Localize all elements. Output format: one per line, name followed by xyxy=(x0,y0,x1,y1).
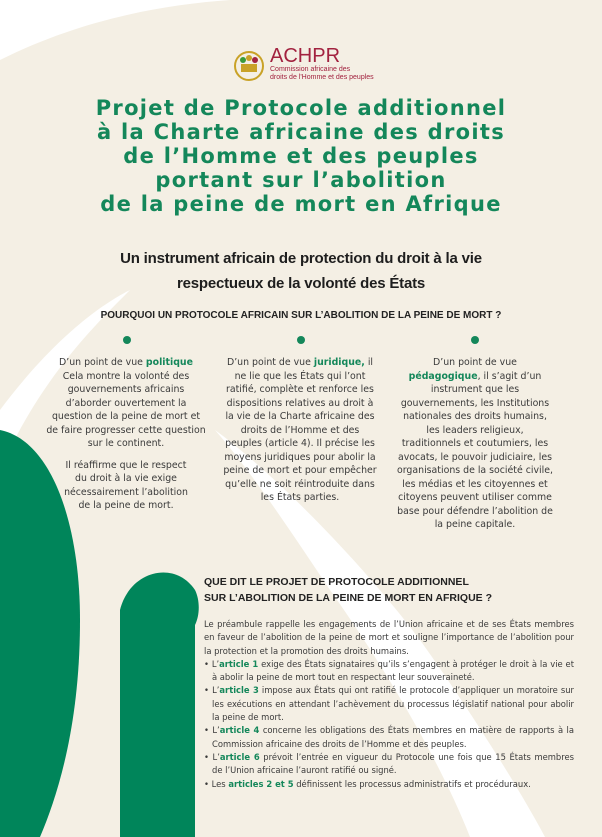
list-item: • L’article 3 impose aux États qui ont ratifié le protocole d’appliquer un moratoire sur les exécutions en attendant l’achèvement du processus législatif national pour abolir la peine de mort. xyxy=(204,685,574,723)
item-text: concerne les obligations des États membres en matière de rapports à la Commission africaine des droits de l’Homme et des peuples. xyxy=(212,725,574,749)
logo-subtitle-1: Commission africaine des xyxy=(270,66,351,73)
bullet-dot xyxy=(123,336,131,344)
section1-heading: POURQUOI UN PROTOCOLE AFRICAIN SUR L’ABOLITION DE LA PEINE DE MORT ? xyxy=(100,310,502,321)
articles-list xyxy=(204,658,574,791)
column-prefix: D’un point de vue xyxy=(433,357,517,368)
title-line: portant sur l’abolition xyxy=(155,168,447,192)
column-keyword: juridique, xyxy=(313,357,365,368)
subtitle-line: respectueux de la volonté des États xyxy=(176,275,426,292)
section2-heading xyxy=(204,574,492,606)
logo-acronym: ACHPR xyxy=(270,45,341,67)
item-text: définissent les processus administratifs et procéduraux. xyxy=(293,778,531,789)
item-keyword: article 3 xyxy=(219,685,259,696)
title-line: de l’Homme et des peuples xyxy=(123,144,479,168)
list-item: • L’article 1 exige des États signataires qu’ils s’engagent à protéger le droit à la vie et à abolir la peine de mort tout en respectant leur souveraineté. xyxy=(204,658,574,683)
column-prefix: D’un point de vue xyxy=(59,357,146,368)
item-pre: L’ xyxy=(212,725,220,736)
heading-line: SUR L’ABOLITION DE LA PEINE DE MORT EN AFRIQUE ? xyxy=(204,592,492,604)
list-item: • L’article 4 concerne les obligations des États membres en matière de rapports à la Commission africaine des droits de l’Homme et des peuples. xyxy=(204,725,574,749)
column-keyword: pédagogique xyxy=(408,370,478,382)
item-text: impose aux États qui ont ratifié le protocole d’appliquer un moratoire sur les exécutions en attendant l’achèvement du processus législatif national pour abolir la peine de mort. xyxy=(212,685,574,723)
page-title xyxy=(40,96,562,216)
item-keyword: article 6 xyxy=(219,751,260,762)
logo-subtitle-2: droits de l'Homme et des peuples xyxy=(270,74,374,81)
list-item: • L’article 6 prévoit l’entrée en vigueur du Protocole une fois que 15 États membres de l’Union africaine l’auront ratifié ou signé. xyxy=(204,751,575,776)
column-text: Cela montre la volonté des gouvernements africains d’aborder ouvertement la question de la peine de mort et de faire progresser cette question sur le continent. xyxy=(46,370,206,449)
column-politique xyxy=(46,356,206,521)
title-line: à la Charte africaine des droits xyxy=(96,120,506,144)
green-shape-circle xyxy=(120,573,199,837)
achpr-emblem-icon xyxy=(232,44,266,84)
item-pre: Les xyxy=(211,778,229,789)
preamble-text: Le préambule rappelle les engagements de l’Union africaine et de ses États membres en faveur de l’abolition de la peine de mort et souligne l’importance de l’abolition pour la protection et la promotion des droits humains. xyxy=(204,619,574,656)
item-pre: L’ xyxy=(212,685,220,696)
list-item: • Les articles 2 et 5 définissent les processus administratifs et procéduraux. xyxy=(204,778,531,789)
title-line: Projet de Protocole additionnel xyxy=(95,96,507,120)
white-swoosh-top xyxy=(0,0,230,60)
heading-line: QUE DIT LE PROJET DE PROTOCOLE ADDITIONNEL xyxy=(204,576,469,588)
column-keyword: politique xyxy=(145,357,193,368)
subtitle-line: Un instrument africain de protection du droit à la vie xyxy=(120,250,482,267)
column-pedagogique xyxy=(396,356,554,540)
item-keyword: article 1 xyxy=(219,658,259,669)
bullet-dot xyxy=(471,336,479,344)
title-line: de la peine de mort en Afrique xyxy=(100,192,502,216)
item-keyword: article 4 xyxy=(219,725,260,736)
item-text: prévoit l’entrée en vigueur du Protocole une fois que 15 États membres de l’Union africaine l’auront ratifié ou signé. xyxy=(212,751,575,776)
column-text: il ne lie que les États qui l’ont ratifié, complète et renforce les dispositions relatives au droit à la vie de la Charte africaine des droits de l’Homme et des peuples (article 4). Il précise les moyens juridiques pour abolir la peine de mort et pour empêcher qu’elle ne soit réintroduite dans les États parties. xyxy=(223,357,377,503)
section2-body xyxy=(204,618,574,791)
item-text: exige des États signataires qu’ils s’engagent à protéger le droit à la vie et à abolir la peine de mort tout en respectant leur souveraineté. xyxy=(212,658,574,683)
bullet-dot xyxy=(297,336,305,344)
item-pre: L’ xyxy=(212,751,220,762)
column-juridique xyxy=(222,356,378,513)
item-keyword: articles 2 et 5 xyxy=(228,778,294,789)
item-pre: L’ xyxy=(211,658,220,669)
page-subtitle xyxy=(60,246,542,296)
column-text-2: Il réaffirme que le respect du droit à la vie exige nécessairement l’abolition de la peine de mort. xyxy=(64,459,188,511)
column-text: , il s’agit d’un instrument que les gouvernements, les Institutions nationales des droits humains, les leaders religieux, traditionnels et coutumiers, les avocats, le pouvoir judiciaire, les organisations de la société civile, les médias et les citoyennes et citoyens peuvent utiliser comme base pour défendre l’abolition de la peine capitale. xyxy=(397,370,553,530)
achpr-logo xyxy=(232,44,374,84)
column-prefix: D’un point de vue xyxy=(226,357,314,368)
